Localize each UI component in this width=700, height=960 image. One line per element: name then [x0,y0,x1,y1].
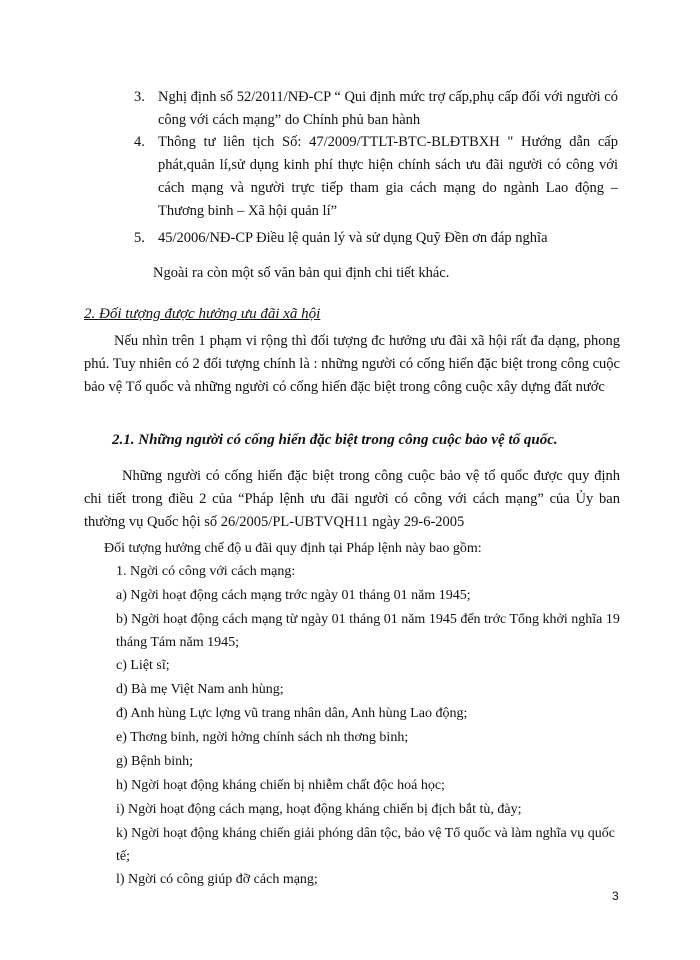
note-line: Ngoài ra còn một số văn bản qui định chi tiết khác. [153,265,450,281]
section-2-1-paragraph: Những người có cống hiến đặc biệt trong công cuộc bảo vệ tổ quốc được quy định chi tiết trong điều 2 của “Pháp lệnh ưu đãi người có công với cách mạng” của Ủy ban thường vụ Quốc hội số 26/2005/PL-UBTVQH11 ngày 29-6-2005 [84,468,620,530]
sub-item: a) Ngời hoạt động cách mạng trớc ngày 01 tháng 01 năm 1945; [116,588,471,603]
list-item-text: Nghị định số 52/2011/NĐ-CP “ Qui định mức trợ cấp,phụ cấp đối với người có công với cách mạng” do Chính phủ ban hành [158,89,618,128]
section-2-heading: 2. Đối tượng được hưởng ưu đãi xã hội [84,306,321,322]
sub-item: k) Ngời hoạt động kháng chiến giải phóng dân tộc, bảo vệ Tổ quốc và làm nghĩa vụ quốc tế; [116,826,615,864]
intro-line: Đối tượng hưởng chế độ u đãi quy định tại Pháp lệnh này bao gồm: [104,541,482,556]
sub-item: h) Ngời hoạt động kháng chiến bị nhiễm chất độc hoá học; [116,778,445,793]
sub-item: e) Thơng binh, ngời hởng chính sách nh thơng binh; [116,730,409,745]
list-number: 3. [134,89,145,105]
sub-item: i) Ngời hoạt động cách mạng, hoạt động kháng chiến bị địch bắt tù, đày; [116,802,522,817]
section-2-paragraph: Nếu nhìn trên 1 phạm vi rộng thì đối tượng đc hưởng ưu đãi xã hội rất đa dạng, phong phú. Tuy nhiên có 2 đối tượng chính là : những người có cống hiến đặc biệt trong công cuộc bảo vệ Tổ quốc và những người có cống hiến đặc biệt trong công cuộc xây dựng đất nước [84,333,620,395]
list-item-text: 45/2006/NĐ-CP Điều lệ quản lý và sử dụng Quỹ Đền ơn đáp nghĩa [158,230,548,246]
list-item-text: Thông tư liên tịch Số: 47/2009/TTLT-BTC-BLĐTBXH " Hướng dẫn cấp phát,quản lí,sử dụng kinh phí thực hiện chính sách ưu đãi người có công với cách mạng và người trực tiếp tham gia cách mạng do ngành Lao động – Thương binh – Xã hội quản lí” [158,134,618,219]
sub-item: c) Liệt sĩ; [116,658,170,673]
sub-item: d) Bà mẹ Việt Nam anh hùng; [116,682,284,697]
sub-item: g) Bệnh binh; [116,754,193,769]
page-number: 3 [612,889,619,903]
sub-item: l) Ngời có công giúp đỡ cách mạng; [116,872,318,887]
item-1-label: 1. Ngời có công với cách mạng: [116,564,296,579]
section-2-1-heading: 2.1. Những người có cống hiến đặc biệt trong công cuộc bảo vệ tổ quốc. [112,432,558,448]
list-number: 4. [134,134,145,150]
sub-item: b) Ngời hoạt động cách mạng từ ngày 01 tháng 01 năm 1945 đến trớc Tổng khởi nghĩa 19 tháng Tám năm 1945; [116,612,620,650]
list-number: 5. [134,230,145,246]
sub-item: đ) Anh hùng Lực lợng vũ trang nhân dân, Anh hùng Lao động; [116,706,468,721]
